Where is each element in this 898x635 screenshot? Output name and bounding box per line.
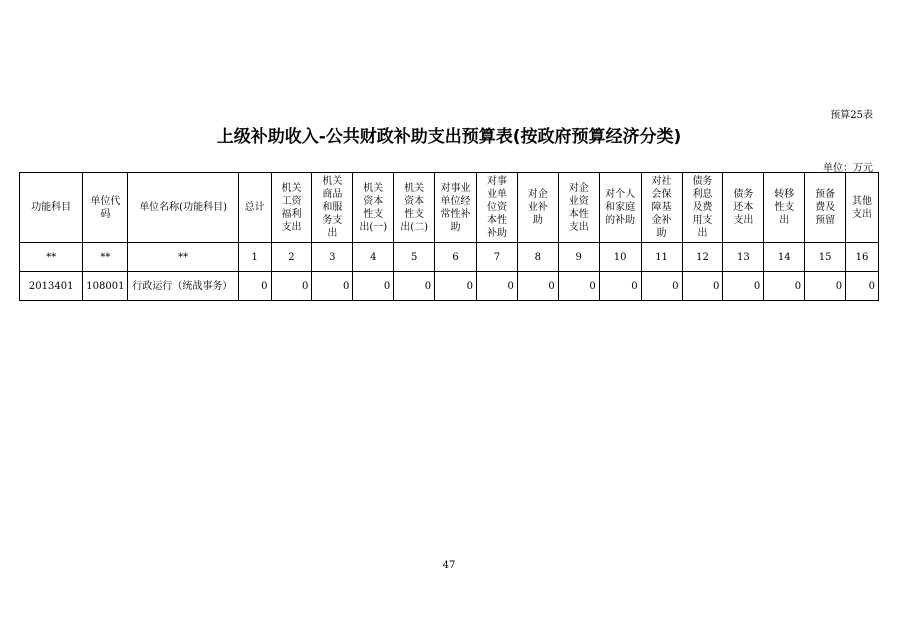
index-row [20,243,879,272]
index-cell: 11 [641,243,682,272]
index-cell: 6 [435,243,477,272]
col-header-unit-code: 单位代码 [83,173,128,243]
value-cell: 0 [682,272,723,301]
index-cell: ** [128,243,238,272]
page-number: 47 [442,560,456,571]
col-header-enterprise-capital: 对企业资本性支出 [558,173,599,243]
col-header-other: 其他支出 [846,173,879,243]
index-cell: 4 [353,243,394,272]
value-cell: 0 [394,272,435,301]
value-cell: 0 [764,272,805,301]
index-cell: 15 [805,243,846,272]
col-header-debt-principal: 债务还本支出 [723,173,764,243]
value-cell: 0 [353,272,394,301]
col-header-salary-welfare: 机关工资福利支出 [271,173,312,243]
unit-code-cell: 108001 [83,272,128,301]
index-cell: 14 [764,243,805,272]
document-title: 上级补助收入-公共财政补助支出预算表(按政府预算经济分类) [216,127,682,147]
index-cell: 5 [394,243,435,272]
col-header-social-security-subsidy: 对社会保障基金补助 [641,173,682,243]
value-cell: 0 [846,272,879,301]
index-cell: ** [83,243,128,272]
col-header-institution-regular-subsidy: 对事业单位经常性补助 [435,173,477,243]
function-code-cell: 2013401 [20,272,83,301]
col-header-reserve: 预备费及预留 [805,173,846,243]
unit-label: 单位：万元 [823,163,873,174]
col-header-household-subsidy: 对个人和家庭的补助 [599,173,641,243]
value-cell: 0 [599,272,641,301]
col-header-capital-2: 机关资本性支出(二) [394,173,435,243]
value-cell: 0 [805,272,846,301]
value-cell: 0 [271,272,312,301]
col-header-transfer: 转移性支出 [764,173,805,243]
value-cell: 0 [435,272,477,301]
value-cell: 0 [558,272,599,301]
table-row [20,272,879,301]
index-cell: 12 [682,243,723,272]
index-cell: 8 [517,243,558,272]
index-cell: 1 [238,243,271,272]
value-cell: 0 [477,272,518,301]
col-header-enterprise-subsidy: 对企业补助 [517,173,558,243]
form-code: 预算25表 [830,110,873,121]
index-cell: ** [20,243,83,272]
index-cell: 3 [312,243,353,272]
index-cell: 9 [558,243,599,272]
col-header-institution-capital-subsidy: 对事业单位资本性补助 [477,173,518,243]
unit-name-cell: 行政运行（统战事务） [128,272,238,301]
index-cell: 7 [477,243,518,272]
header-row [20,173,879,243]
col-header-capital-1: 机关资本性支出(一) [353,173,394,243]
index-cell: 2 [271,243,312,272]
index-cell: 16 [846,243,879,272]
index-cell: 13 [723,243,764,272]
col-header-goods-services: 机关商品和服务支出 [312,173,353,243]
col-header-unit-name: 单位名称(功能科目) [128,173,238,243]
value-cell: 0 [517,272,558,301]
value-cell: 0 [723,272,764,301]
value-cell: 0 [238,272,271,301]
value-cell: 0 [641,272,682,301]
budget-table [19,172,879,301]
col-header-function-subject: 功能科目 [20,173,83,243]
col-header-total: 总计 [238,173,271,243]
value-cell: 0 [312,272,353,301]
index-cell: 10 [599,243,641,272]
col-header-debt-interest: 债务利息及费用支出 [682,173,723,243]
